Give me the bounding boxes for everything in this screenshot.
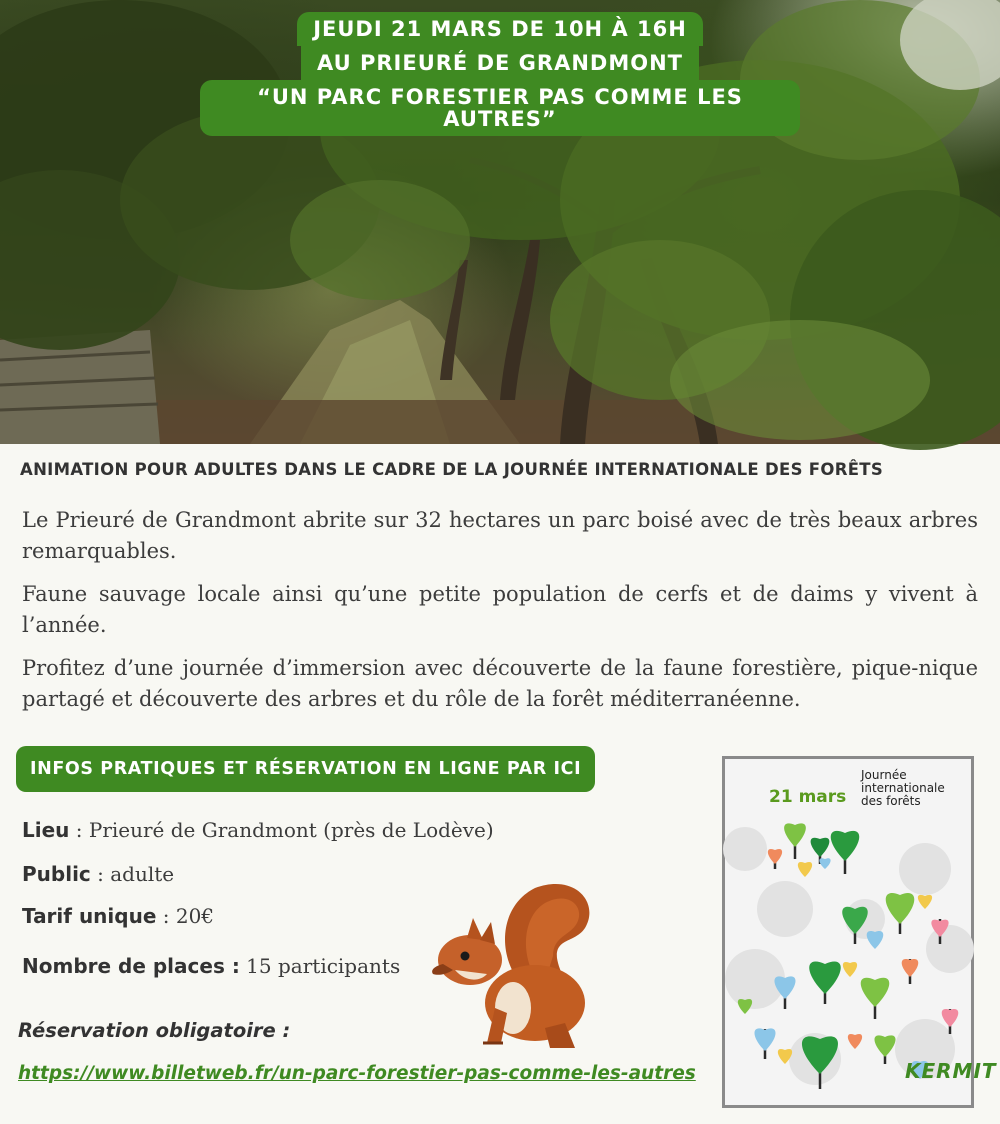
detail-places — [22, 954, 400, 978]
hero-tagline: “UN PARC FORESTIER PAS COMME LES AUTRES” — [200, 80, 800, 136]
squirrel-image — [425, 878, 615, 1053]
poster-title-line: internationale — [861, 781, 945, 795]
poster-title-line: des forêts — [861, 794, 921, 808]
poster-trees-illustration — [725, 759, 971, 1105]
detail-label: Tarif unique — [22, 904, 157, 928]
detail-value: : 20€ — [156, 904, 215, 928]
intro-paragraph: Profitez d’une journée d’immersion avec découverte de la faune forestière, pique-nique partagé et découverte des arbres et du rôle de la forêt méditerranéenne. — [22, 656, 978, 711]
poster-title — [861, 769, 971, 808]
detail-label: Lieu — [22, 818, 70, 842]
detail-value: : adulte — [90, 862, 175, 886]
detail-label: Public — [22, 862, 91, 886]
intro-paragraph: Le Prieuré de Grandmont abrite sur 32 hectares un parc boisé avec de très beaux arbres remarquables. — [22, 508, 978, 563]
hero-date-line: JEUDI 21 MARS DE 10H À 16H — [297, 12, 703, 46]
detail-value: 15 participants — [239, 954, 401, 978]
detail-value: : Prieuré de Grandmont (près de Lodève) — [69, 818, 494, 842]
poster-title-line: Journée — [861, 768, 907, 782]
hero-location-line: AU PRIEURÉ DE GRANDMONT — [301, 46, 699, 80]
poster-date: 21 mars — [769, 787, 847, 807]
kermit-logo: KERMIT — [905, 1059, 997, 1083]
detail-lieu — [22, 818, 494, 842]
detail-tarif — [22, 904, 214, 928]
intro-paragraph: Faune sauvage locale ainsi qu’une petite population de cerfs et de daims y vivent à l’année. — [22, 582, 978, 637]
reservation-label: Réservation obligatoire : — [18, 1019, 291, 1042]
forest-day-poster — [722, 756, 997, 1108]
detail-public — [22, 862, 174, 886]
hero-title-block — [200, 12, 800, 136]
event-subtitle: ANIMATION POUR ADULTES DANS LE CADRE DE LA JOURNÉE INTERNATIONALE DES FORÊTS — [20, 460, 884, 479]
reservation-link[interactable]: https://www.billetweb.fr/un-parc-forestier-pas-comme-les-autres — [18, 1063, 696, 1084]
intro-text — [22, 505, 978, 727]
detail-label: Nombre de places : — [22, 954, 240, 978]
info-reservation-button[interactable]: INFOS PRATIQUES ET RÉSERVATION EN LIGNE PAR ICI — [16, 746, 595, 792]
hero-forest-image — [0, 0, 1000, 444]
